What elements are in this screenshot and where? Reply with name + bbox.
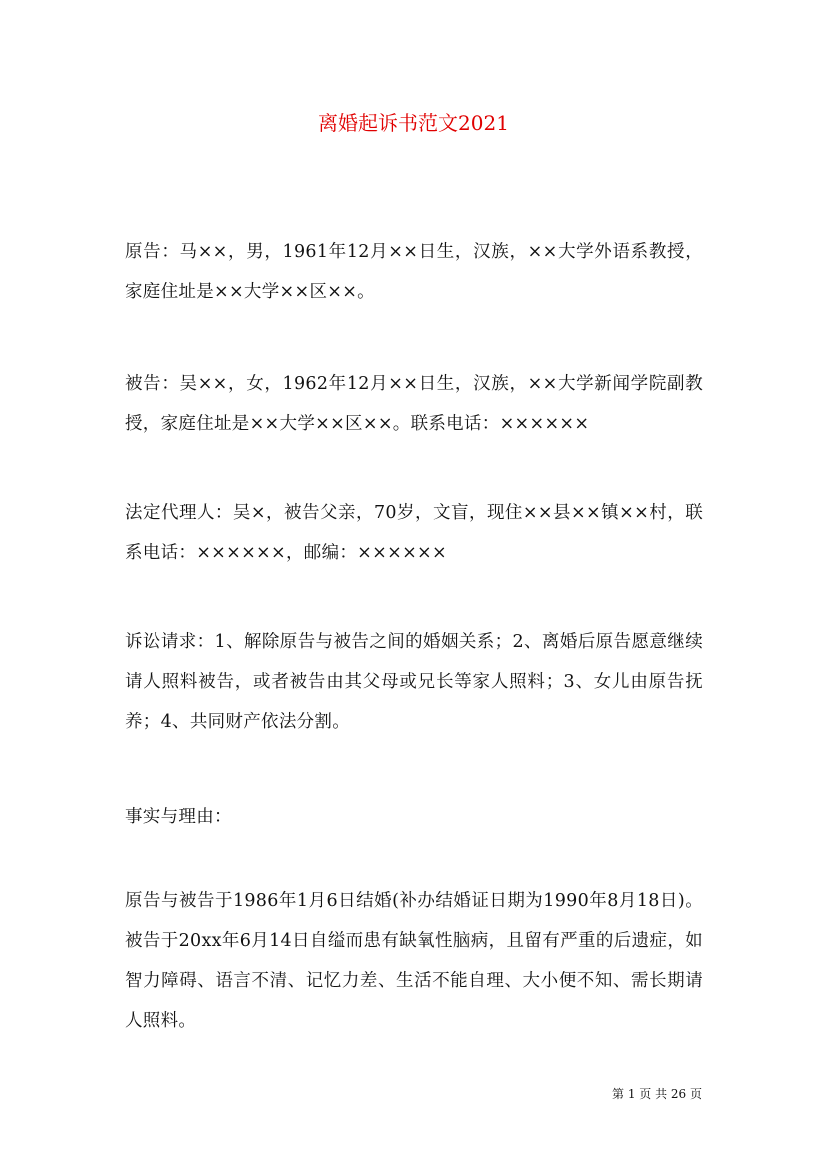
paragraph-facts-heading: 事实与理由： [125,807,232,827]
paragraph-claims: 诉讼请求：1、解除原告与被告之间的婚姻关系；2、离婚后原告愿意继续请人照料被告，或者被告由其父母或兄长等家人照料；3、女儿由原告抚养；4、共同财产依法分割。 [125,632,703,732]
page-number-footer: 第 1 页 共 26 页 [612,1087,702,1101]
paragraph-defendant: 被告：吴××，女，1962年12月××日生，汉族，××大学新闻学院副教授，家庭住址是××大学××区××。联系电话：×××××× [125,374,703,434]
paragraph-legal-representative: 法定代理人：吴×，被告父亲，70岁，文盲，现住××县××镇××村，联系电话：××××××，邮编：×××××× [125,503,703,563]
paragraph-plaintiff: 原告：马××，男，1961年12月××日生，汉族，××大学外语系教授，家庭住址是××大学××区××。 [125,242,703,302]
document-title: 离婚起诉书范文2021 [318,111,509,135]
paragraph-facts: 原告与被告于1986年1月6日结婚(补办结婚证日期为1990年8月18日)。被告于20xx年6月14日自缢而患有缺氧性脑病，且留有严重的后遗症，如智力障碍、语言不清、记忆力差、生活不能自理、大小便不知、需长期请人照料。 [125,891,703,1031]
